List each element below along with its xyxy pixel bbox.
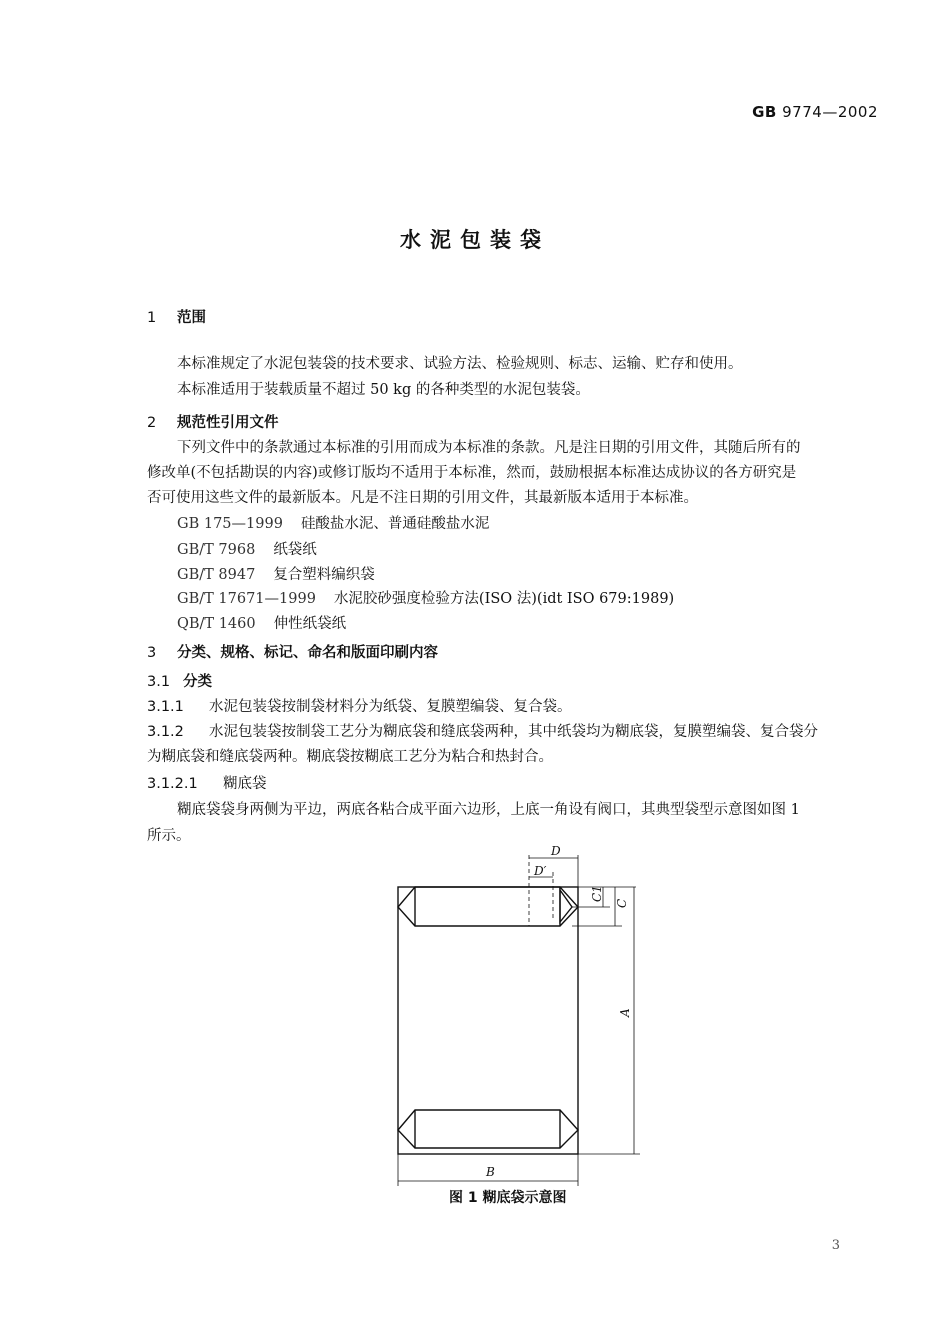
top-bottom-hexagon xyxy=(398,887,578,926)
label-c: C xyxy=(615,898,629,908)
bottom-bottom-hexagon xyxy=(398,1110,578,1148)
standard-number: GB 9774—2002 xyxy=(752,103,878,121)
reference-item: GB/T 8947 复合塑料编织袋 xyxy=(177,567,375,583)
reference-item: GB/T 17671—1999 水泥胶砂强度检验方法(ISO 法)(idt ISO 679:1989) xyxy=(177,591,675,607)
label-b: B xyxy=(486,1165,495,1179)
reference-item: GB/T 7968 纸袋纸 xyxy=(177,542,317,558)
section-3-1-heading: 3.1 分类 xyxy=(147,674,212,690)
clause-3-1-2: 3.1.2 水泥包装袋按制袋工艺分为糊底袋和缝底袋两种，其中纸袋均为糊底袋，复膜塑编袋、复合袋分 xyxy=(147,724,818,740)
reference-item: GB 175—1999 硅酸盐水泥、普通硅酸盐水泥 xyxy=(177,516,490,532)
section-3-heading: 3 分类、规格、标记、命名和版面印刷内容 xyxy=(147,645,438,661)
valve-outline xyxy=(560,890,572,922)
section-1-paragraph-2: 本标准适用于装载质量不超过 50 kg 的各种类型的水泥包装袋。 xyxy=(177,382,590,398)
bag-body-outline xyxy=(398,887,578,1154)
clause-3-1-2-1-text: 糊底袋袋身两侧为平边，两底各粘合成平面六边形，上底一角设有阀口，其典型袋型示意图如图 1 xyxy=(177,802,800,818)
label-a: A xyxy=(618,1008,632,1017)
page-number: 3 xyxy=(831,1238,840,1253)
reference-item: QB/T 1460 伸性纸袋纸 xyxy=(177,616,347,632)
label-d: D xyxy=(551,844,561,858)
label-c1: C1 xyxy=(590,885,604,902)
clause-3-1-1: 3.1.1 水泥包装袋按制袋材料分为纸袋、复膜塑编袋、复合袋。 xyxy=(147,699,572,715)
section-2-paragraph-line: 修改单(不包括勘误的内容)或修订版均不适用于本标准，然而，鼓励根据本标准达成协议的各方研究是 xyxy=(147,465,797,481)
clause-3-1-2-line: 为糊底袋和缝底袋两种。糊底袋按糊底工艺分为粘合和热封合。 xyxy=(147,749,553,765)
section-2-paragraph-line: 否可使用这些文件的最新版本。凡是不注日期的引用文件，其最新版本适用于本标准。 xyxy=(147,490,698,506)
section-2-heading: 2 规范性引用文件 xyxy=(147,415,279,431)
clause-3-1-2-1-heading: 3.1.2.1 糊底袋 xyxy=(147,776,267,792)
section-1-paragraph-1: 本标准规定了水泥包装袋的技术要求、试验方法、检验规则、标志、运输、贮存和使用。 xyxy=(177,356,743,372)
section-2-paragraph-line: 下列文件中的条款通过本标准的引用而成为本标准的条款。凡是注日期的引用文件，其随后所有的 xyxy=(177,440,801,456)
figure-caption: 图 1 糊底袋示意图 xyxy=(449,1190,567,1206)
section-1-heading: 1 范围 xyxy=(147,310,206,326)
label-d-prime: D′ xyxy=(534,864,547,878)
pasted-bottom-bag-diagram xyxy=(380,840,660,1190)
page-title: 水泥包装袋 xyxy=(400,228,550,252)
clause-3-1-2-1-text: 所示。 xyxy=(147,828,191,844)
